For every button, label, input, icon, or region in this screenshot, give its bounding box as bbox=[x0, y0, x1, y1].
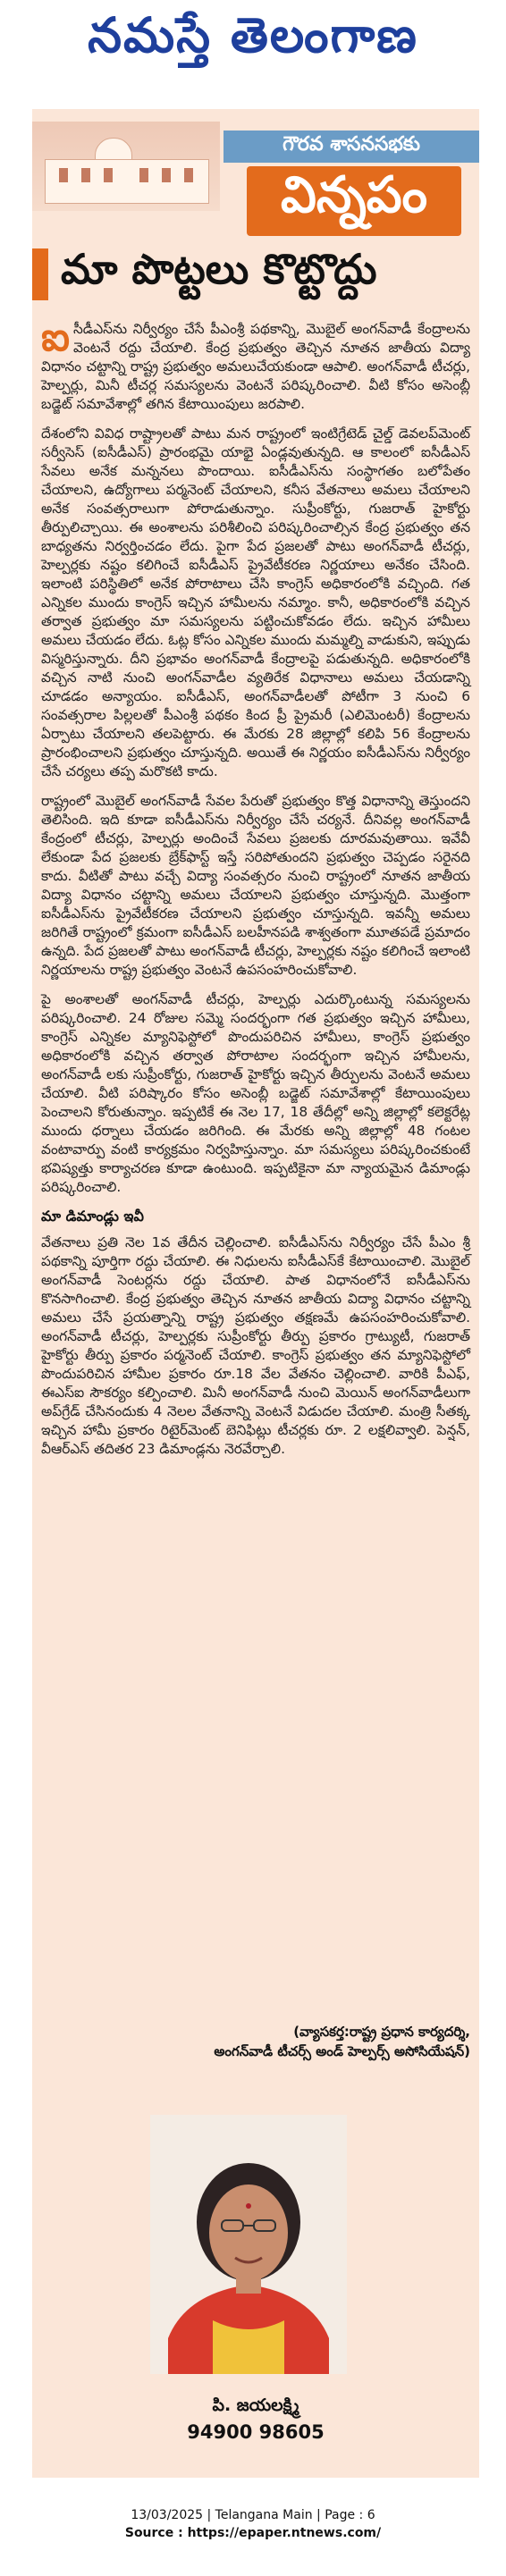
headline-text: మా పొట్టలు కొట్టొద్దు bbox=[61, 245, 377, 293]
banner-badge: గౌరవ శాసనసభకు bbox=[223, 130, 479, 163]
footer-date-line: 13/03/2025 | Telangana Main | Page : 6 bbox=[131, 2508, 375, 2522]
paragraph-1 bbox=[41, 315, 470, 414]
article-body bbox=[41, 315, 470, 1983]
paragraph-1-text: సీడీఎస్‌ను నిర్వీర్యం చేసే పీఎంశ్రీ పథకాన్ని, మొబైల్ అంగన్‌వాడీ కేంద్రాలను వెంటనే రద్దు చేయాలి. కేంద్ర ప్రభుత్వం తెచ్చిన నూతన జాతీయ విద్యా విధానం చట్టాన్ని రాష్ట్ర ప్రభుత్వం అమలుచేయకుండా ఆపాలి. అంగన్‌వాడీ టీచర్లు, హెల్పర్లు, మినీ టీచర్ల సమస్యలను వెంటనే పరిష్కరించాలి. వీటి కోసం అసెంబ్లీ బడ్జెట్ సమావేశాల్లో తగిన కేటాయింపులు జరపాలి. bbox=[41, 321, 470, 412]
section-banner bbox=[32, 122, 479, 229]
demands-paragraph: వేతనాలు ప్రతి నెల 1వ తేదీన చెల్లించాలి. ఐసీడీఎస్‌ను నిర్వీర్యం చేసే పీఎం శ్రీ పథకాన్ని పూర్తిగా రద్దు చేయాలి. ఈ నిధులను ఐసీడీఎస్‌కే కేటాయించాలి. మొబైల్ అంగన్‌వాడీ సెంటర్లను రద్దు చేయాలి. పాత విధానంలోనే ఐసీడీఎస్‌ను కొనసాగించాలి. కేంద్ర ప్రభుత్వం తెచ్చిన నూతన జాతీయ విద్యా విధానం చట్టాన్ని అమలు చేసే ప్రయత్నాన్ని రాష్ట్ర ప్రభుత్వం తక్షణమే ఉపసంహరించుకోవాలి. అంగన్‌వాడీ టీచర్లు, హెల్పర్లకు సుప్రీంకోర్టు తీర్పు ప్రకారం గ్రాట్యుటీ, గుజరాత్ హైకోర్టు తీర్పు ప్రకారం పర్మనెంట్ చేయాలి. కాంగ్రెస్ ప్రభుత్వం తన మ్యానిఫెస్టోలో పొందుపరిచిన హామీల ప్రకారం రూ.18 వేల వేతనం చెల్లించాలి. వారికి పీఎఫ్, ఈఎస్ఐ సౌకర్యం కల్పించాలి. మినీ అంగన్‌వాడీ నుంచి మెయిన్ అంగన్‌వాడీలుగా అప్‌గ్రేడ్ చేసినందుకు 4 నెలల వేతనాన్ని వెంటనే విడుదల చేయాలి. మంత్రి సీతక్క ఇచ్చిన హామీ ప్రకారం రిటైర్‌మెంట్ బెనిఫిట్లు టీచర్లకు రూ. 2 లక్షలివ్వాలి. పెన్షన్, వీఆర్ఎస్ తదితర 23 డిమాండ్లను నెరవేర్చాలి. bbox=[41, 1234, 470, 1457]
footer bbox=[0, 2506, 506, 2542]
dropcap: ఐ bbox=[41, 315, 70, 360]
headline-accent-bar bbox=[32, 248, 48, 300]
assembly-building-image bbox=[32, 122, 220, 211]
author-photo bbox=[150, 2115, 347, 2374]
author-phone: 94900 98605 bbox=[187, 2421, 325, 2443]
author-name: పి. జయలక్ష్మి bbox=[212, 2395, 299, 2415]
article-clipping bbox=[32, 109, 479, 2478]
headline bbox=[32, 243, 479, 306]
masthead bbox=[0, 0, 506, 100]
paragraph-2: దేశంలోని వివిధ రాష్ట్రాలతో పాటు మన రాష్ట్రంలో ఇంటిగ్రేటెడ్ చైల్డ్ డెవలప్‌మెంట్ సర్వీసెస్ (ఐసీడీఎస్) ప్రారంభమై యాభై ఏండ్లవుతున్నది. ఆ కాలంలో ఐసీడీఎస్ సేవలు అనేక మన్ననలు పొందాయి. ఐసీడీఎస్‌ను సంస్థాగతం బలోపేతం చేయాలని, ఉద్యోగాలు పర్మనెంట్ చేయాలని, కనీస వేతనాలు అమలు చేయాలని అనేక సంవత్సరాలుగా పోరాడుతున్నాం. సుప్రీంకోర్టు, గుజరాత్ హైకోర్టు తీర్పులిచ్చాయి. ఈ అంశాలను పరిశీలించి పరిష్కరించాల్సిన కేంద్ర ప్రభుత్వం తన బాధ్యతను నిర్వర్తించడం లేదు. పైగా పేద ప్రజలతో పాటు అంగన్‌వాడీ టీచర్లు, హెల్పర్లకు నష్టం కలిగించే ఐసీడీఎస్ ప్రైవేటీకరణ నిర్ణయాలు అనేకం చేసింది. ఇలాంటి పరిస్థితిలో అనేక పోరాటాలు చేసి కాంగ్రెస్ అధికారంలోకి వచ్చింది. గత ఎన్నికల ముందు కాంగ్రెస్ ఇచ్చిన హామీలను నమ్మాం. కానీ, అధికారంలోకి వచ్చిన తర్వాత ప్రభుత్వం మా సమస్యలను పట్టించుకోవడం లేదు. ఇచ్చిన హామీలు అమలు చేయడం లేదు. ఓట్ల కోసం ఎన్నికల ముందు మమ్మల్ని వాడుకుని, ఇప్పుడు విస్మరిస్తున్నారు. దీని ప్రభావం అంగన్‌వాడీ కేంద్రాలపై పడుతున్నది. అధికారంలోకి వచ్చిన నాటి నుంచి అంగన్‌వాడీల వ్యతిరేక విధానాలు అమలు చేయడాన్ని చూడడం అన్యాయం. ఐసీడీఎస్, అంగన్‌వాడీలతో పోటీగా 3 నుంచి 6 సంవత్సరాల పిల్లలతో పీఎంశ్రీ పథకం కింద ప్రీ ప్రైమరీ (ఎలిమెంటరీ) కేంద్రాలను ఏర్పాటు చేయాలని తలపెట్టారు. ఈ మేరకు 28 జిల్లాల్లో కలిపి 56 కేంద్రాలను ప్రారంభించాలని ప్రభుత్వం చూస్తున్నది. అయితే ఈ నిర్ణయం ఐసీడీఎస్‌ను నిర్వీర్యం చేసే చర్యలు తప్ప మరొకటి కాదు. bbox=[41, 425, 470, 779]
paragraph-3: రాష్ట్రంలో మొబైల్ అంగన్‌వాడీ సేవల పేరుతో ప్రభుత్వం కొత్త విధానాన్ని తెస్తుందని తెలిసింది. ఇది కూడా ఐసీడీఎస్‌ను నిర్వీర్యం చేసే చర్యనే. దీనివల్ల అంగన్‌వాడీ కేంద్రంలో టీచర్లు, హెల్పర్లు అందించే సేవలు ప్రజలకు దూరమవుతాయి. ఇవేవీ లేకుండా పేద ప్రజలకు బ్రేక్‌ఫాస్ట్ ఇస్తే సరిపోతుందని ప్రభుత్వం చెప్పడం సరైనది కాదు. వీటితో పాటు వచ్చే విద్యా సంవత్సరం నుంచి రాష్ట్రంలో నూతన జాతీయ విద్యా విధానం చట్టాన్ని అమలు చేయాలని ప్రభుత్వం చూస్తున్నది. మొత్తంగా ఐసీడీఎస్‌ను ప్రైవేటీకరణ చేయాలని ప్రభుత్వం చూస్తున్నది. ఇవన్నీ అమలు జరిగితే రాష్ట్రంలో క్రమంగా ఐసీడీఎస్ బలహీనపడి శాశ్వతంగా మూతపడే ప్రమాదం ఉన్నది. పేద ప్రజలతో పాటు అంగన్‌వాడీ టీచర్లు, హెల్పర్లకు నష్టం కలిగించే ఇలాంటి నిర్ణయాలను రాష్ట్ర ప్రభుత్వం వెంటనే ఉపసంహరించుకోవాలి. bbox=[41, 793, 470, 978]
footer-source-line: Source : https://epaper.ntnews.com/ bbox=[124, 2526, 382, 2540]
demands-heading: మా డిమాండ్లు ఇవీ bbox=[41, 1208, 144, 1225]
banner-title: విన్నపం bbox=[247, 166, 461, 236]
author-designation bbox=[41, 2022, 470, 2061]
designation-line-2: అంగన్‌వాడీ టీచర్స్ అండ్ హెల్పర్స్ అసోసియేషన్) bbox=[214, 2043, 470, 2059]
newspaper-logo: నమస్తే తెలంగాణ bbox=[88, 7, 418, 63]
designation-line-1: (వ్యాసకర్త:రాష్ట్ర ప్రధాన కార్యదర్శి, bbox=[293, 2024, 470, 2040]
author-block bbox=[32, 2395, 479, 2443]
paragraph-4: పై అంశాలతో అంగన్‌వాడీ టీచర్లు, హెల్పర్లు ఎదుర్కొంటున్న సమస్యలను పరిష్కరించాలి. 24 రోజుల సమ్మె సందర్భంగా గత ప్రభుత్వం ఇచ్చిన హామీలు, కాంగ్రెస్ ఎన్నికల మ్యానిఫెస్టోలో పొందుపరిచిన హామీలు, కాంగ్రెస్ ప్రభుత్వం అధికారంలోకి వచ్చిన తర్వాత పోరాటాల సందర్భంగా ఇచ్చిన హామీలను, అంగన్‌వాడీ లకు సుప్రీంకోర్టు, గుజరాత్ హైకోర్టు ఇచ్చిన తీర్పులను వెంటనే అమలు చేయాలి. వీటి పరిష్కారం కోసం అసెంబ్లీ బడ్జెట్ సమావేశాల్లో కేటాయింపులు పెంచాలని కోరుతున్నాం. ఇప్పటికే ఈ నెల 17, 18 తేదీల్లో అన్ని జిల్లాల్లో కలెక్టరేట్ల ముందు ధర్నాలు చేయడం జరిగింది. ఈ మేరకు అన్ని జిల్లాల్లో 48 గంటల వంటావార్పు వంటి కార్యక్రమం నిర్వహిస్తున్నాం. మా సమస్యలు పరిష్కరించకుంటే భవిష్యత్తు కార్యాచరణ కూడా ఉంటుంది. ఇప్పటికైనా మా న్యాయమైన డిమాండ్లు పరిష్కరించాలి. bbox=[41, 991, 470, 1195]
